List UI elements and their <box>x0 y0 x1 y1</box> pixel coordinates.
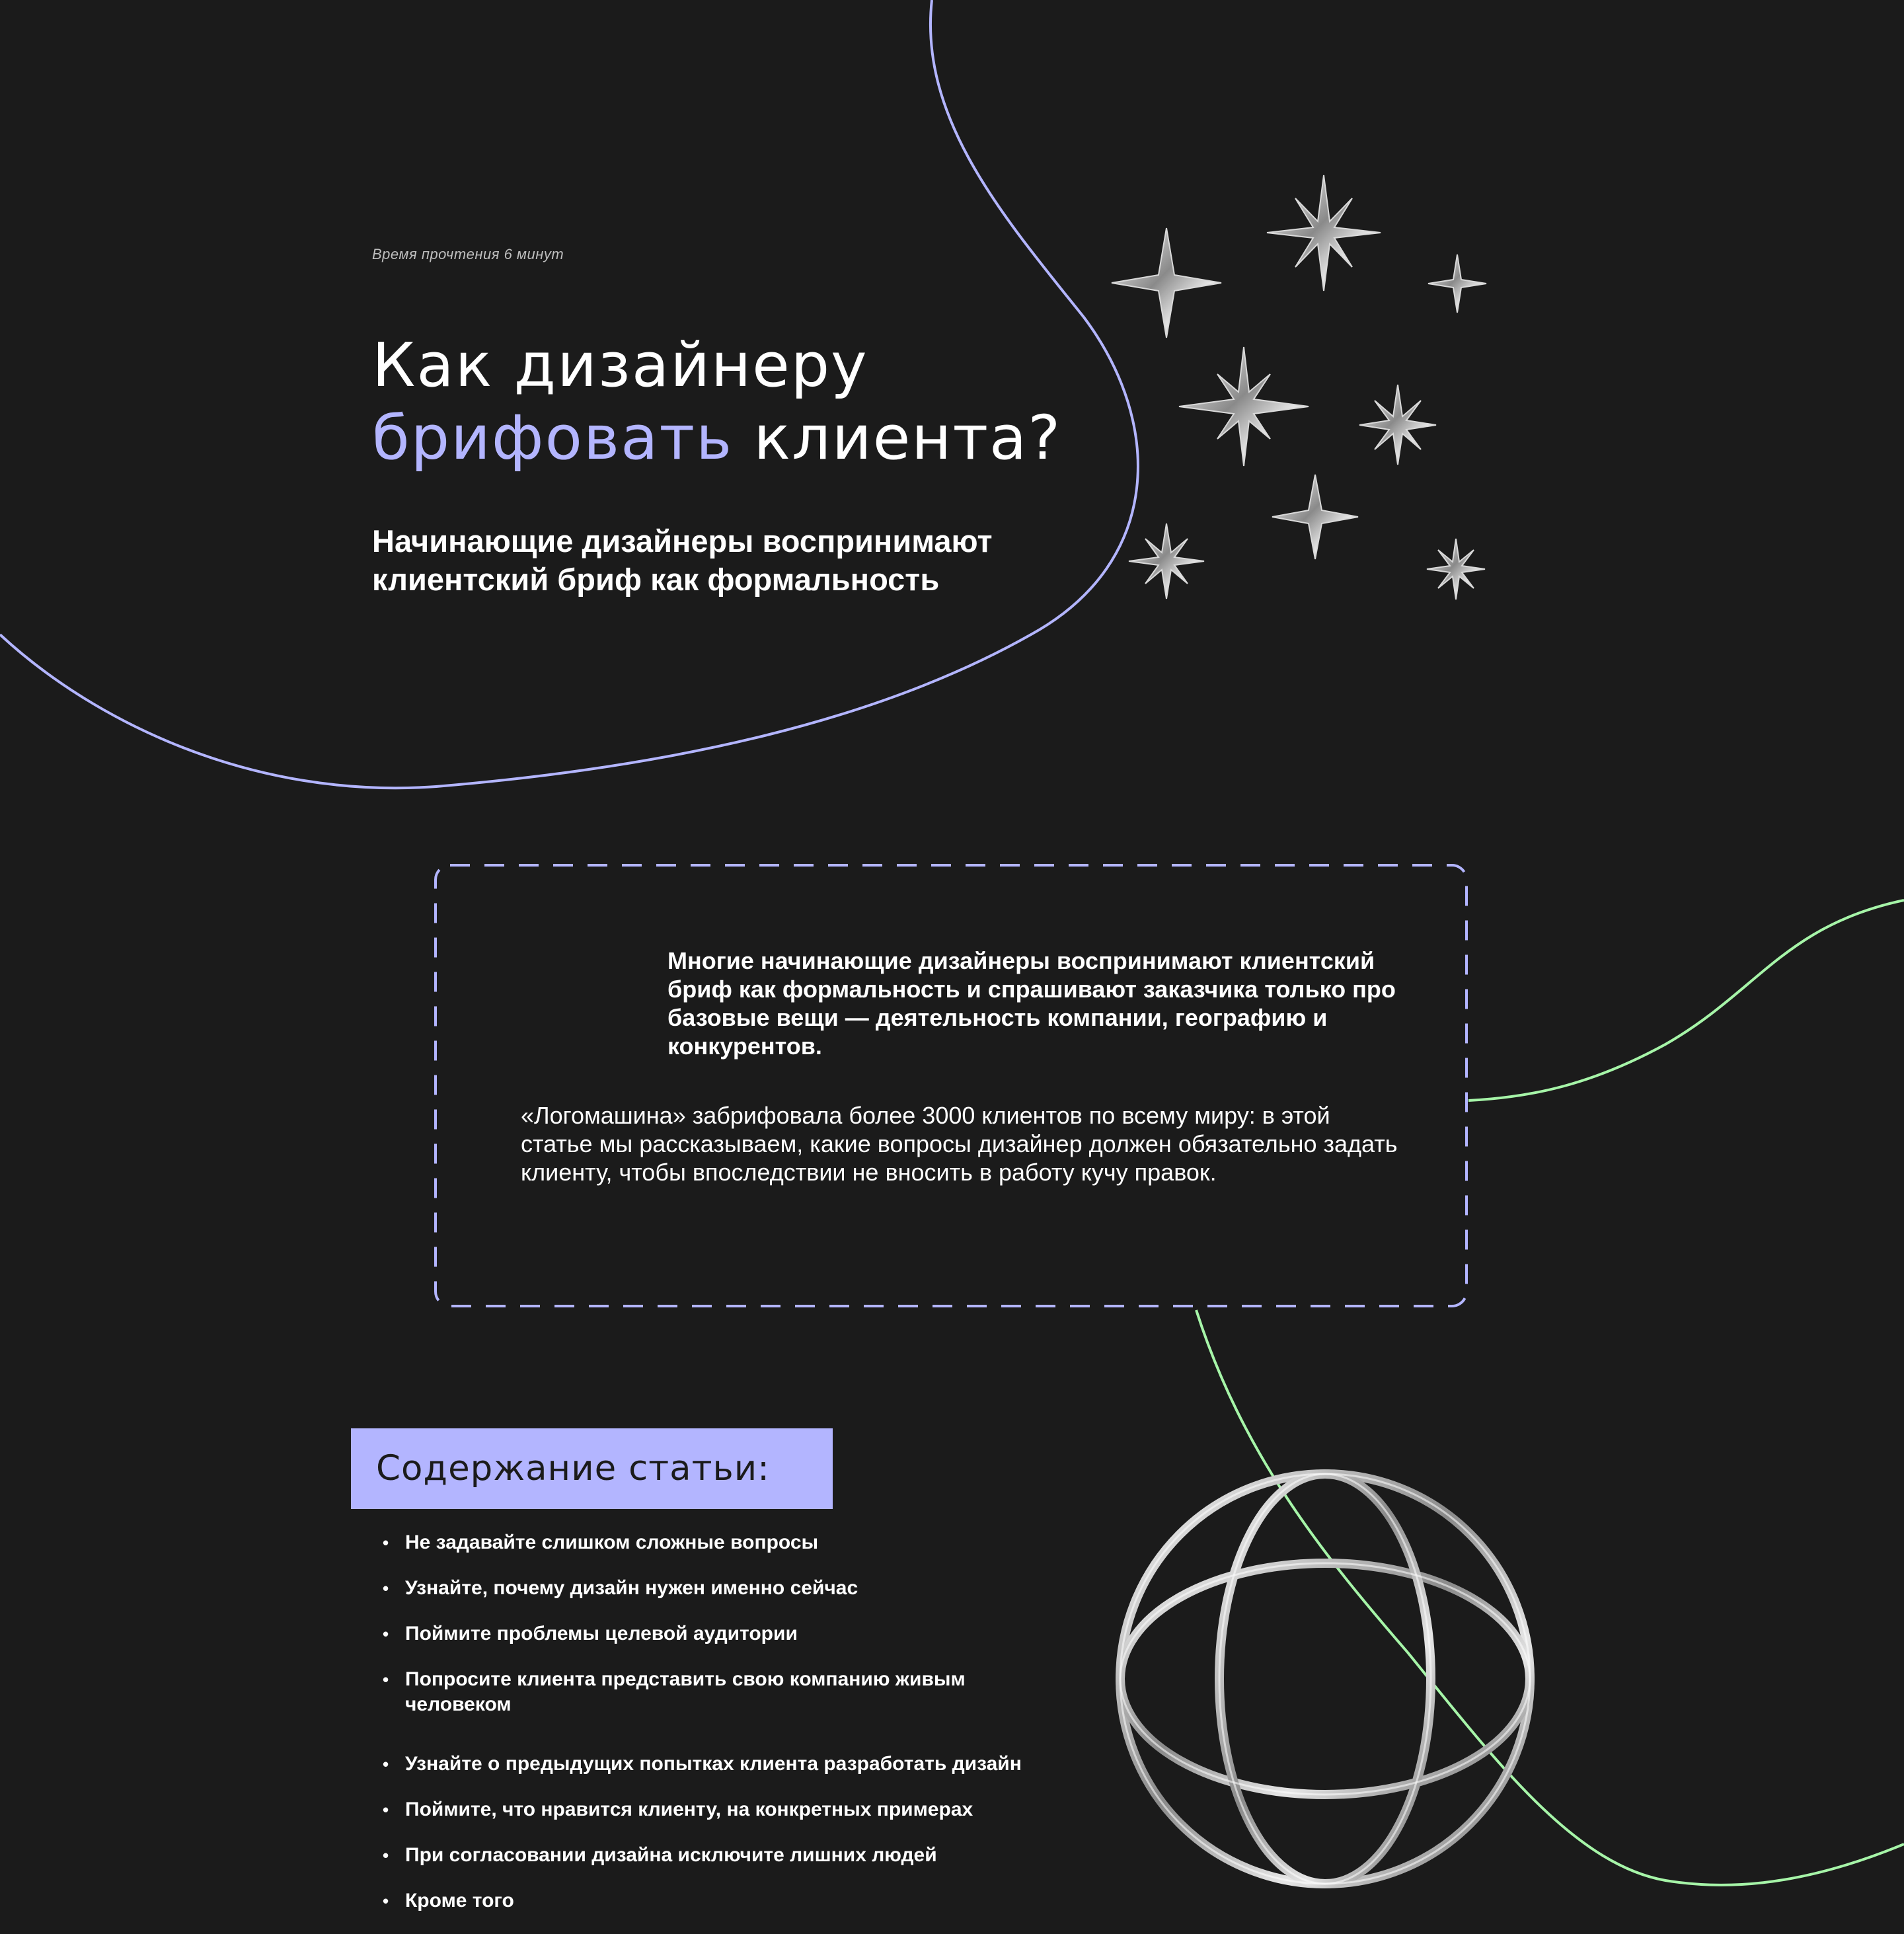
green-curve-right <box>1468 900 1904 1101</box>
toc-item[interactable]: • Поймите, что нравится клиенту, на конкретных примерах <box>380 1797 1120 1822</box>
toc-item[interactable]: • Кроме того <box>380 1888 1120 1914</box>
toc-item[interactable]: • Поймите проблемы целевой аудитории <box>380 1621 1120 1646</box>
page-title <box>372 329 1061 475</box>
intro-lead: Многие начинающие дизайнеры воспринимают клиентский бриф как формальность и спрашивают заказчика только про базовые вещи — деятельность компании, географию и конкурентов. <box>667 947 1396 1060</box>
title-line-1: Как дизайнеру <box>372 330 868 401</box>
wire-globe-icon <box>1120 1474 1530 1884</box>
toc-item[interactable]: • При согласовании дизайна исключите лишних людей <box>380 1843 1120 1868</box>
toc-item[interactable]: • Узнайте о предыдущих попытках клиента разработать дизайн <box>380 1752 1120 1777</box>
intro-body: «Логомашина» забрифовала более 3000 клиентов по всему миру: в этой статье мы рассказываем, какие вопросы дизайнер должен обязательно задать клиенту, чтобы впоследствии не вносить в работу кучу правок. <box>521 1102 1398 1186</box>
subtitle-line-2: клиентский бриф как формальность <box>372 562 940 597</box>
read-time: Время прочтения 6 минут <box>372 246 564 262</box>
toc-list <box>380 1530 1120 1934</box>
green-curve-bottom <box>1196 1310 1904 1885</box>
toc-heading: Содержание статьи: <box>376 1448 771 1489</box>
toc-heading-box <box>351 1428 833 1509</box>
intro-box <box>434 864 1468 1307</box>
page-subtitle <box>372 522 993 599</box>
toc-item[interactable]: • Попросите клиента представить свою компанию живым человеком <box>380 1667 1013 1717</box>
title-rest: клиента? <box>733 403 1062 473</box>
title-accent: брифовать <box>372 403 734 473</box>
sparkle-stars-icon <box>1112 175 1486 600</box>
subtitle-line-1: Начинающие дизайнеры воспринимают <box>372 523 993 559</box>
toc-item[interactable]: • Не задавайте слишком сложные вопросы <box>380 1530 1120 1555</box>
toc-item[interactable]: • Узнайте, почему дизайн нужен именно сейчас <box>380 1576 1120 1601</box>
